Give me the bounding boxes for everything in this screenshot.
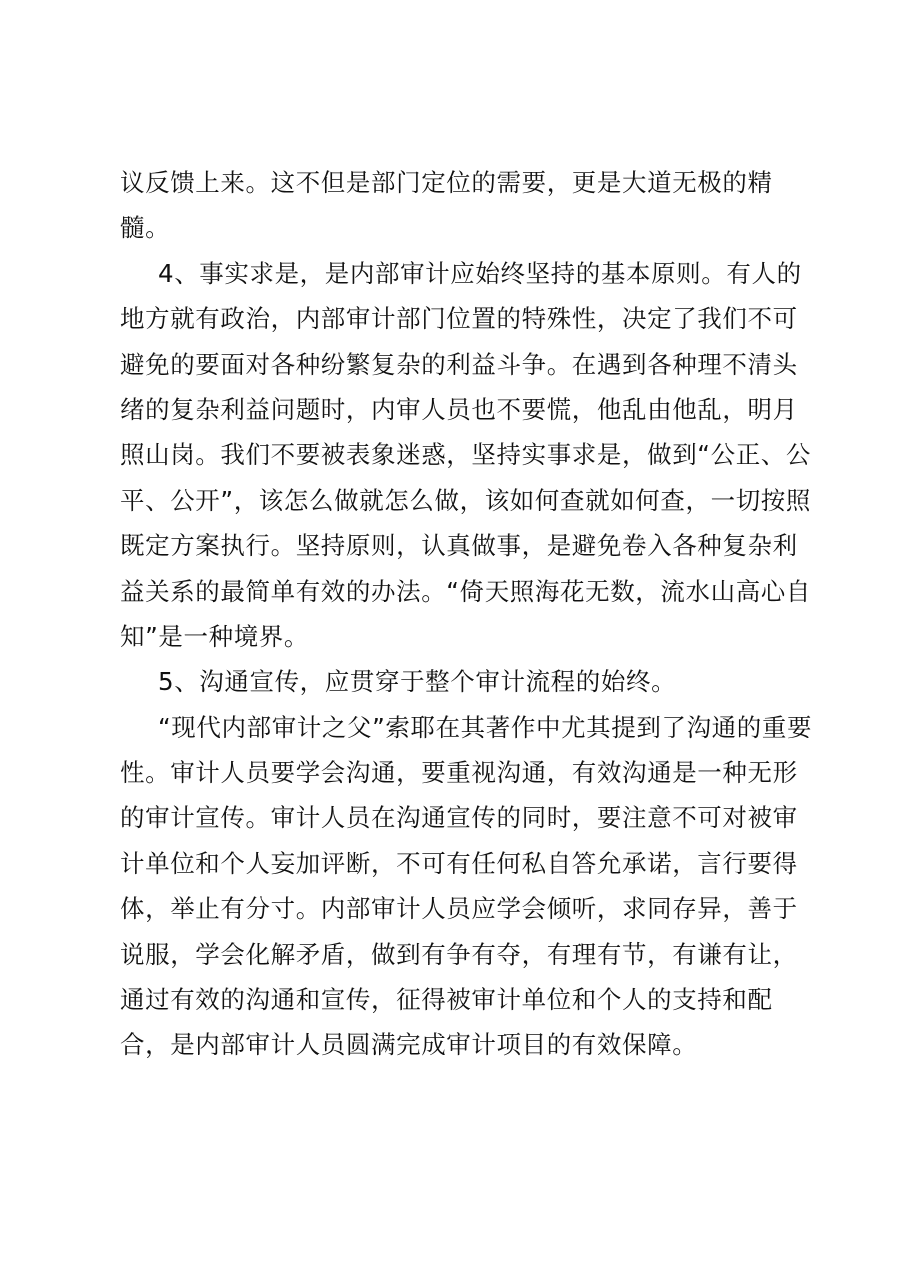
text-line: 4、事实求是，是内部审计应始终坚持的基本原则。有人的	[158, 258, 802, 288]
text-line: 既定方案执行。坚持原则，认真做事，是避免卷入各种复杂利	[120, 531, 798, 561]
text-line: 体，举止有分寸。内部审计人员应学会倾听，求同存异，善于	[120, 894, 798, 924]
text-line: 平、公开”，该怎么做就怎么做，该如何查就如何查，一切按照	[120, 485, 811, 515]
text-line: 通过有效的沟通和宣传，征得被审计单位和个人的支持和配	[120, 985, 773, 1015]
text-line: 5、沟通宣传，应贯穿于整个审计流程的始终。	[158, 667, 677, 697]
text-line: 地方就有政治，内部审计部门位置的特殊性，决定了我们不可	[120, 304, 798, 334]
text-line: 髓。	[120, 213, 171, 243]
text-line: 避免的要面对各种纷繁复杂的利益斗争。在遇到各种理不清头	[120, 349, 798, 379]
text-line: 性。审计人员要学会沟通，要重视沟通，有效沟通是一种无形	[120, 758, 798, 788]
text-line: 议反馈上来。这不但是部门定位的需要，更是大道无极的精	[120, 168, 773, 197]
text-line: 的审计宣传。审计人员在沟通宣传的同时，要注意不可对被审	[120, 803, 798, 833]
text-line: 知”是一种境界。	[120, 621, 309, 651]
text-line: “现代内部审计之父”索耶在其著作中尤其提到了沟通的重要	[158, 712, 813, 742]
text-line: 益关系的最简单有效的办法。“倚天照海花无数，流水山高心自	[120, 576, 811, 606]
text-line: 计单位和个人妄加评断，不可有任何私自答允承诺，言行要得	[120, 848, 798, 878]
body-text	[120, 160, 813, 1068]
text-line: 绪的复杂利益问题时，内审人员也不要慌，他乱由他乱，明月	[120, 394, 798, 424]
text-line: 说服，学会化解矛盾，做到有争有夺，有理有节，有谦有让，	[120, 939, 798, 969]
text-line: 合，是内部审计人员圆满完成审计项目的有效保障。	[120, 1030, 698, 1060]
text-line: 照山岗。我们不要被表象迷惑，坚持实事求是，做到“公正、公	[120, 440, 811, 470]
